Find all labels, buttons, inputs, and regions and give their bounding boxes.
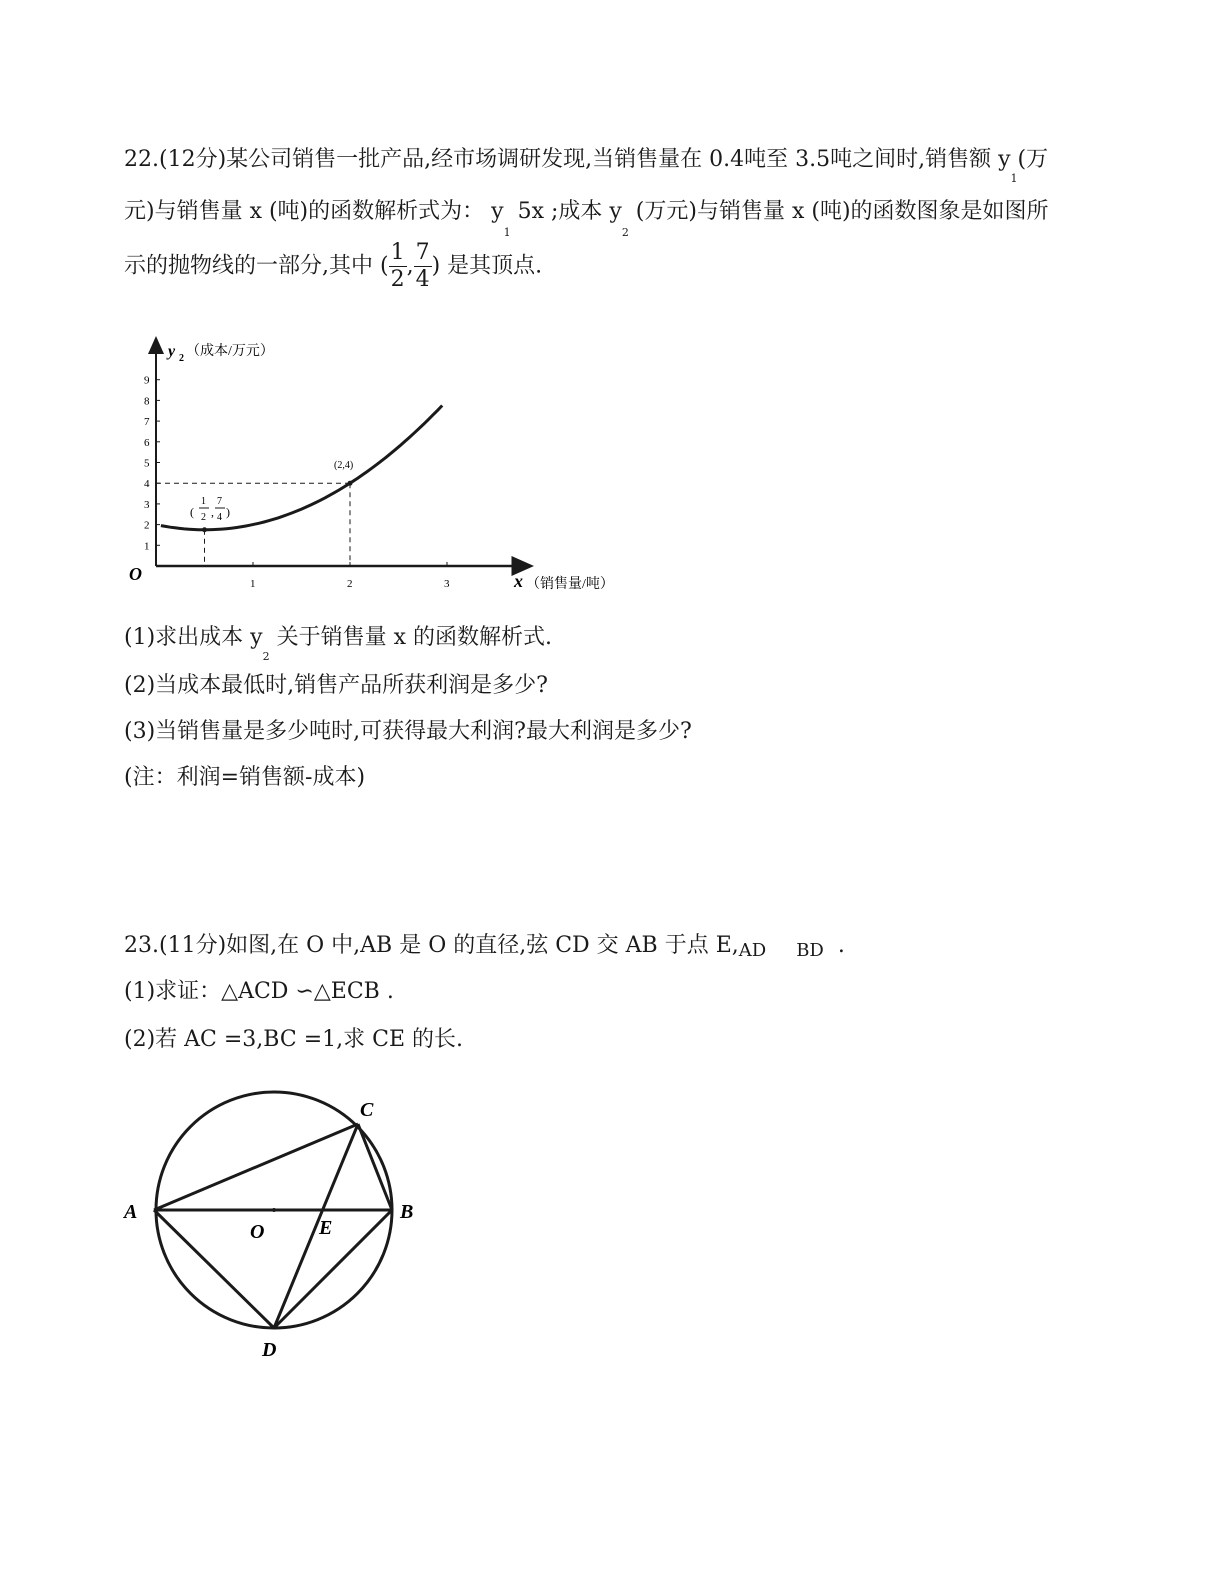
label-c: C	[360, 1099, 374, 1121]
y-tick-label: 2	[144, 519, 150, 532]
center-dot	[272, 1208, 276, 1212]
label-d: D	[262, 1339, 277, 1361]
vertex-label	[190, 496, 230, 523]
svg-text:): )	[226, 505, 230, 519]
q23-sub2: (2)若 AC =3,BC =1,求 CE 的长.	[124, 1027, 463, 1052]
y-tick-label: 1	[144, 540, 150, 553]
q23-line1: 23.(11分)如图,在 O 中,AB 是 O 的直径,弦 CD 交 AB 于点 E,AD BD .	[124, 933, 845, 961]
y-axis-label: （成本/万元）	[186, 344, 274, 359]
y-tick-label: 4	[144, 478, 150, 491]
subscript: 2	[621, 226, 629, 239]
x-axis-label: （销售量/吨）	[526, 577, 614, 592]
svg-text:1: 1	[201, 496, 206, 507]
svg-text:7: 7	[217, 496, 222, 507]
y-tick-label: 5	[144, 457, 150, 470]
circle-figure	[116, 1088, 436, 1368]
point-label-2-4: (2,4)	[334, 460, 354, 471]
label-o: O	[250, 1221, 265, 1243]
chord-bd	[274, 1210, 392, 1328]
cost-chart	[124, 336, 644, 604]
label-e: E	[319, 1217, 333, 1239]
vertex-y-fraction: $\frac{7}{4}$	[415, 240, 430, 292]
arc-bd: BD	[796, 940, 824, 961]
y-tick-label: 3	[144, 498, 150, 511]
x-tick-label: 3	[444, 578, 450, 590]
arc-ad: AD	[738, 940, 767, 961]
x-axis-var: x	[514, 571, 523, 591]
q22-sub2: (2)当成本最低时,销售产品所获利润是多少?	[124, 673, 548, 698]
y-tick-label: 6	[144, 436, 150, 449]
q22-line2: 元)与销售量 x (吨)的函数解析式为： $y_1$ 5x ;成本 $y_2$ (万元)与销售量 x (吨)的函数图象是如图所	[124, 199, 1049, 239]
q22-sub1: (1)求出成本 $y_2$ 关于销售量 x 的函数解析式.	[124, 625, 552, 663]
q22-sub3: (3)当销售量是多少吨时,可获得最大利润?最大利润是多少?	[124, 719, 692, 744]
q22-note: (注：利润=销售额-成本)	[124, 765, 366, 790]
y-tick-label: 9	[144, 374, 150, 387]
y-tick-group	[144, 375, 160, 553]
origin-label: O	[129, 564, 142, 584]
y-tick-label: 7	[144, 416, 150, 429]
x-tick-label: 2	[347, 578, 353, 590]
y-tick-label: 8	[144, 395, 150, 408]
svg-text:,: ,	[211, 505, 214, 519]
label-b: B	[400, 1201, 414, 1223]
x-tick-label: 1	[250, 578, 256, 590]
label-a: A	[124, 1201, 138, 1223]
subscript: 1	[1010, 172, 1018, 185]
q22-line3: 示的抛物线的一部分,其中 ( $\frac{1}{2}$ , $\frac{7}{4}$ ) 是其顶点.	[124, 240, 543, 292]
y-axis-var-sub: 2	[179, 353, 184, 364]
svg-text:2: 2	[201, 512, 206, 523]
chord-bc	[358, 1124, 392, 1210]
svg-text:4: 4	[217, 512, 222, 523]
svg-text:(: (	[190, 505, 194, 519]
q22-line1: 22.(12分)某公司销售一批产品,经市场调研发现,当销售量在 0.4吨至 3.5吨之间时,销售额 $y_1$(万	[124, 147, 1049, 185]
subscript: 1	[503, 226, 511, 239]
subscript: 2	[262, 650, 270, 663]
q23-sub1: (1)求证：△ACD ∽△ECB .	[124, 979, 394, 1004]
vertex-x-fraction: $\frac{1}{2}$	[390, 240, 405, 292]
y-axis-var: y	[168, 343, 176, 360]
